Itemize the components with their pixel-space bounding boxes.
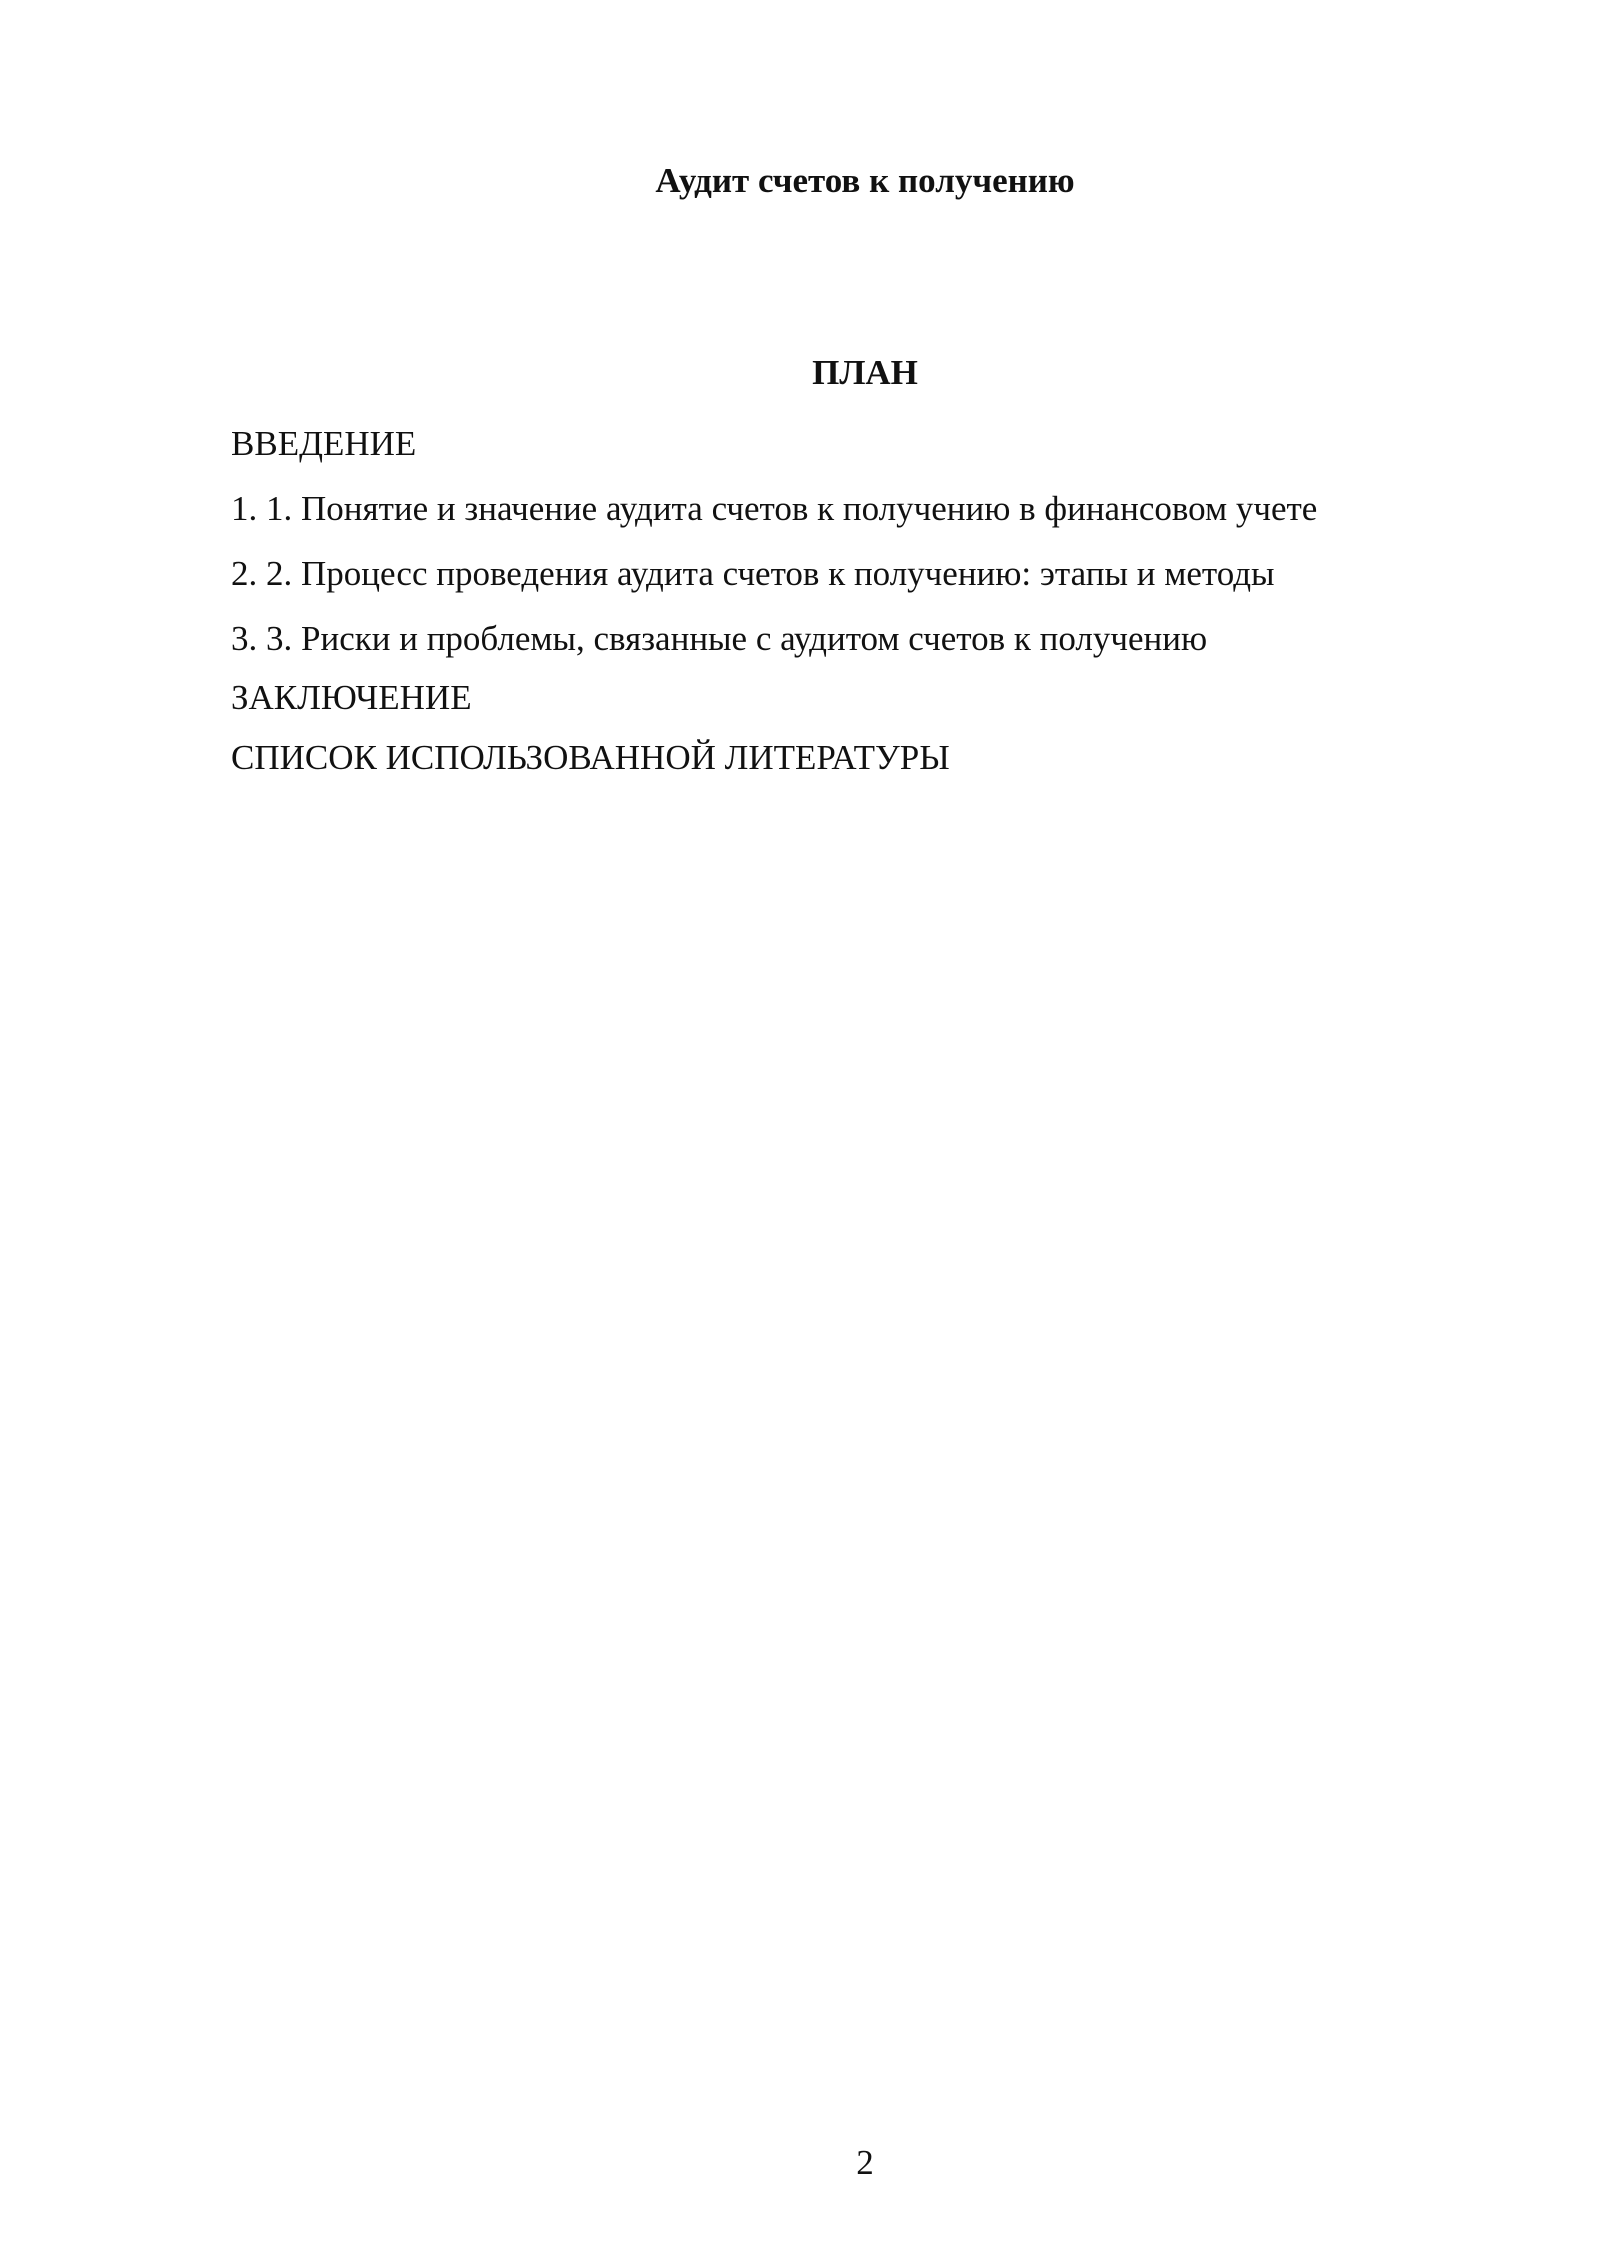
toc-item-chapter-1: 1. 1. Понятие и значение аудита счетов к получению в финансовом учете <box>231 489 1318 528</box>
document-title: Аудит счетов к получению <box>655 161 1075 200</box>
plan-heading: ПЛАН <box>812 353 918 392</box>
toc-item-chapter-3: 3. 3. Риски и проблемы, связанные с аудитом счетов к получению <box>231 619 1208 658</box>
page-number: 2 <box>856 2143 874 2182</box>
toc-item-conclusion: ЗАКЛЮЧЕНИЕ <box>231 678 472 717</box>
toc-item-references: СПИСОК ИСПОЛЬЗОВАННОЙ ЛИТЕРАТУРЫ <box>231 738 950 777</box>
toc-item-introduction: ВВЕДЕНИЕ <box>231 424 417 463</box>
toc-item-chapter-2: 2. 2. Процесс проведения аудита счетов к получению: этапы и методы <box>231 554 1275 593</box>
table-of-contents <box>231 423 1317 802</box>
